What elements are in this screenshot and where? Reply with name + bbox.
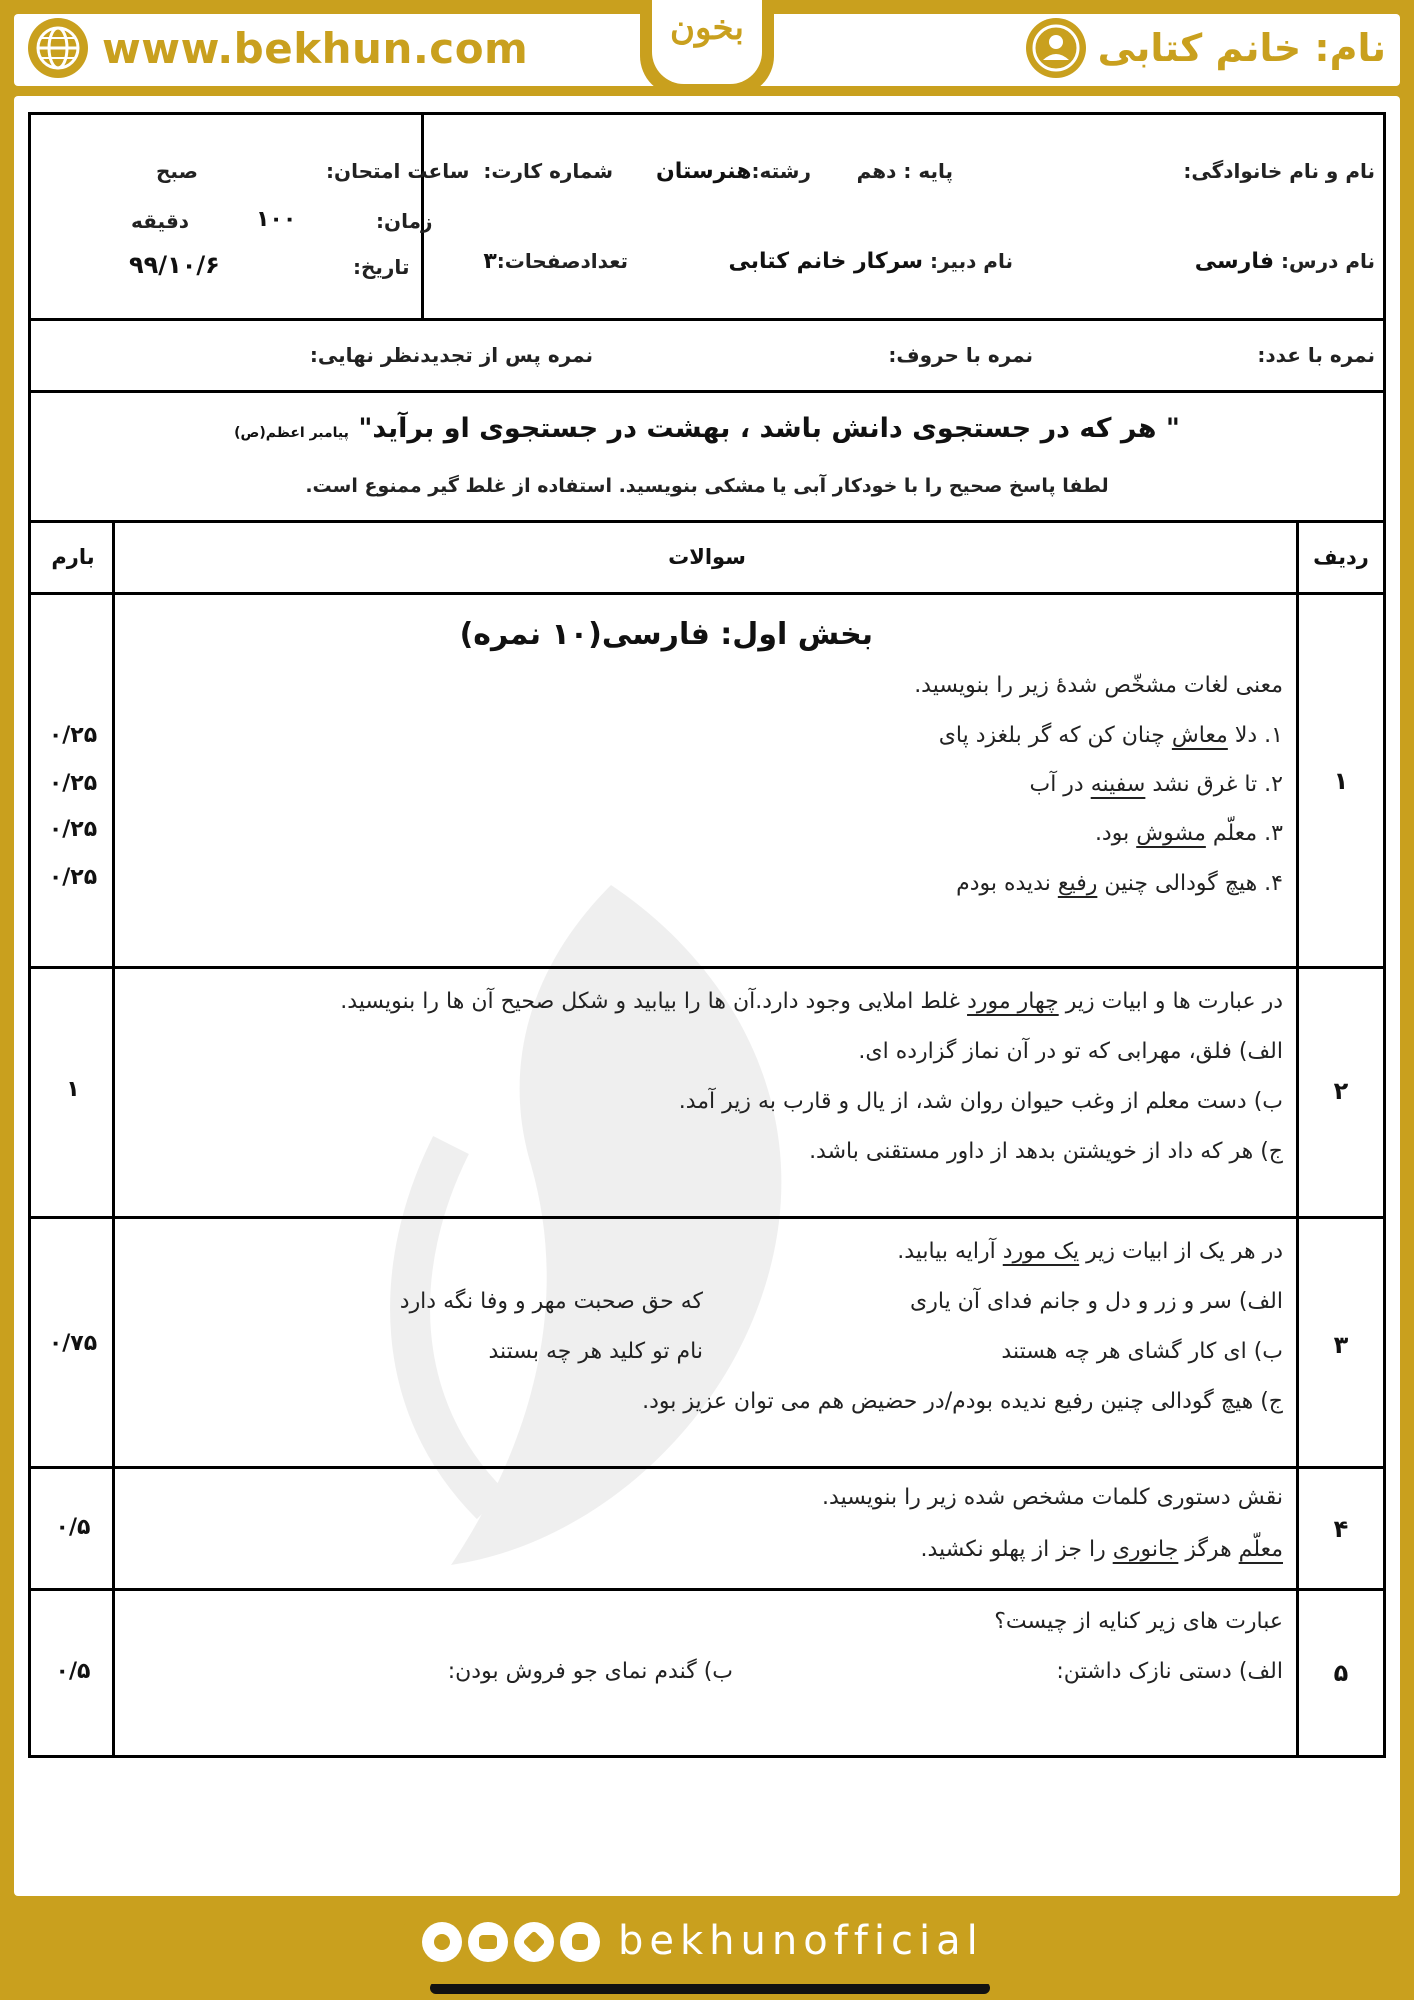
field-value: هنرستان [655,159,752,184]
verse-2-first: ب) ای کار گشای هر چه هستند [1001,1339,1283,1364]
vocab-item-4-word: رفیع [1057,871,1098,896]
subject-label: نام درس: [1280,249,1375,273]
user-icon [1026,18,1086,78]
vocab-item-2-pre: ۲. تا غرق نشد [1145,772,1283,797]
question-intro [340,989,1283,1014]
header-questions: سوالات [668,545,746,569]
question-line [921,1537,1283,1562]
social-handle[interactable]: bekhunofficial [618,1918,984,1964]
aparat-icon[interactable] [422,1922,462,1962]
score-value: ۰/۲۵ [48,771,98,796]
question-intro [897,1239,1283,1264]
grade: پایه : دهم [856,159,953,183]
vocab-item-1 [939,723,1283,748]
logo-text: بخون [670,8,744,48]
question-1 [31,595,1383,969]
idiom-a: الف) دستی نازک داشتن: [1056,1659,1283,1684]
teacher-value: سرکار خانم کتابی [728,249,923,274]
teacher [728,249,1013,274]
score-value: ۰/۷۵ [48,1331,98,1356]
vocab-item-1-pre: ۱. دلا [1227,723,1283,748]
underlined-word-1: معلّم [1238,1537,1283,1562]
youtube-icon[interactable] [468,1922,508,1962]
vocab-item-3-post: بود. [1094,821,1137,846]
vocab-item-3-word: مشوش [1136,821,1206,846]
exam-time-label: ساعت امتحان: [326,159,470,183]
vocab-item-1-word: معاش [1171,723,1228,748]
teacher-label-text: نام دبیر: [929,249,1013,273]
verse-1-first: الف) سر و زر و دل و جانم فدای آن یاری [910,1289,1283,1314]
intro-pre: در هر یک از ابیات زیر [1079,1239,1283,1264]
top-banner [0,0,1414,96]
underlined-word-2: جانوری [1112,1537,1179,1562]
footer-social [398,1908,1016,1984]
vocab-item-4-post: ندیده بودم [956,871,1058,896]
question-number: ۳ [1333,1331,1349,1359]
table-header [31,523,1383,595]
teacher-label: نام: خانم کتابی [1097,26,1386,70]
site-url[interactable]: www.bekhun.com [102,23,529,73]
subject-value: فارسی [1194,249,1275,274]
quote [31,413,1383,444]
vocab-item-4-pre: ۴. هیچ گودالی چنین [1097,871,1283,896]
verse-1-second: که حق صحبت مهر و وفا نگه دارد [399,1289,703,1314]
question-line: الف) فلق، مهرابی که تو در آن نماز گزارده ای. [858,1039,1283,1064]
date-value: ۹۹/۱۰/۶ [129,251,220,279]
teacher-name [1026,18,1386,78]
exam-time-value: صبح [156,159,198,183]
score-value: ۰/۵ [55,1659,91,1684]
pages [483,249,628,274]
score-value: ۱ [66,1077,80,1102]
score-value: ۰/۲۵ [48,865,98,890]
duration-label: زمان: [376,209,433,233]
question-2 [31,969,1383,1219]
score-value: ۰/۲۵ [48,817,98,842]
question-intro: معنی لغات مشخّص شدۀ زیر را بنویسید. [914,673,1283,698]
site-link[interactable] [28,18,528,78]
grade-letters: نمره با حروف: [888,343,1033,367]
vocab-item-2-post: در آب [1029,772,1091,797]
line-mid: هرگز [1178,1537,1239,1562]
duration-value: ۱۰۰ [256,207,297,232]
info-block [31,115,1383,321]
score-value: ۰/۲۵ [48,723,98,748]
question-number: ۱ [1333,767,1349,795]
vocab-item-2-word: سفینه [1090,772,1146,797]
vocab-item-3 [1095,821,1283,846]
pages-value: ۳ [483,249,497,274]
question-intro: عبارت های زیر کنایه از چیست؟ [994,1609,1283,1634]
intro-post: آرایه بیابید. [897,1239,1003,1264]
vocab-item-1-post: چنان کن که گر بلغزد پای [938,723,1172,748]
vocab-item-2 [1029,772,1283,797]
header-row: ردیف [1313,545,1369,569]
name-label: نام و نام خانوادگی: [1183,159,1375,183]
grades-row [31,321,1383,393]
question-4 [31,1469,1383,1591]
date-label: تاریخ: [353,255,410,279]
score-value: ۰/۵ [55,1515,91,1540]
field-label-text: رشته: [751,159,811,183]
header-score: بارم [51,545,95,569]
intro-underlined: چهار مورد [967,989,1059,1014]
question-3 [31,1219,1383,1469]
question-5 [31,1591,1383,1755]
question-line: ب) دست معلم از وغب حیوان روان شد، از یال و قارب به زیر آمد. [678,1089,1283,1114]
idiom-b: ب) گندم نمای جو فروش بودن: [447,1659,733,1684]
question-intro: نقش دستوری کلمات مشخص شده زیر را بنویسید. [822,1485,1283,1510]
quote-block [31,393,1383,523]
instructions: لطفا پاسخ صحیح را با خودکار آبی یا مشکی بنویسید. استفاده از غلط گیر ممنوع است. [305,475,1109,497]
duration-unit: دقیقه [131,209,190,233]
question-number: ۴ [1333,1515,1349,1543]
instagram-icon[interactable] [560,1922,600,1962]
logo-tab [640,0,774,96]
social-icons [422,1922,600,1962]
line-post: را جز از پهلو نکشید. [920,1537,1113,1562]
field-label [656,159,811,184]
quote-text: " هر که در جستجوی دانش باشد ، بهشت در جستجوی او برآید" [358,413,1180,444]
exam-sheet [28,112,1386,1758]
globe-icon [28,18,88,78]
question-line: ج) هر که داد از خویشتن بدهد از داور مستقنی باشد. [809,1139,1283,1164]
vocab-item-3-pre: ۳. معلّم [1205,821,1283,846]
question-number: ۵ [1333,1659,1349,1687]
card-label: شماره کارت: [483,159,613,183]
intro-underlined: یک مورد [1002,1239,1080,1264]
logo [652,0,762,84]
intro-pre: در عبارت ها و ابیات زیر [1058,989,1283,1014]
grade-final: نمره پس از تجدیدنظر نهایی: [309,343,593,367]
intro-post: غلط املایی وجود دارد.آن ها را بیابید و شکل صحیح آن ها را بنویسید. [340,989,968,1014]
section-title: بخش اول: فارسی(۱۰ نمره) [459,617,873,652]
subject [1195,249,1375,274]
vocab-item-4 [956,871,1283,896]
question-number: ۲ [1333,1077,1349,1105]
verse-2-second: نام تو کلید هر چه بستند [488,1339,703,1364]
pages-label: تعدادصفحات: [496,249,628,273]
grade-numeric: نمره با عدد: [1257,343,1375,367]
telegram-icon[interactable] [514,1922,554,1962]
question-line: ج) هیچ گودالی چنین رفیع ندیده بودم/در حضیض هم می توان عزیز بود. [642,1389,1283,1414]
quote-source: پیامبر اعظم(ص) [234,425,349,441]
